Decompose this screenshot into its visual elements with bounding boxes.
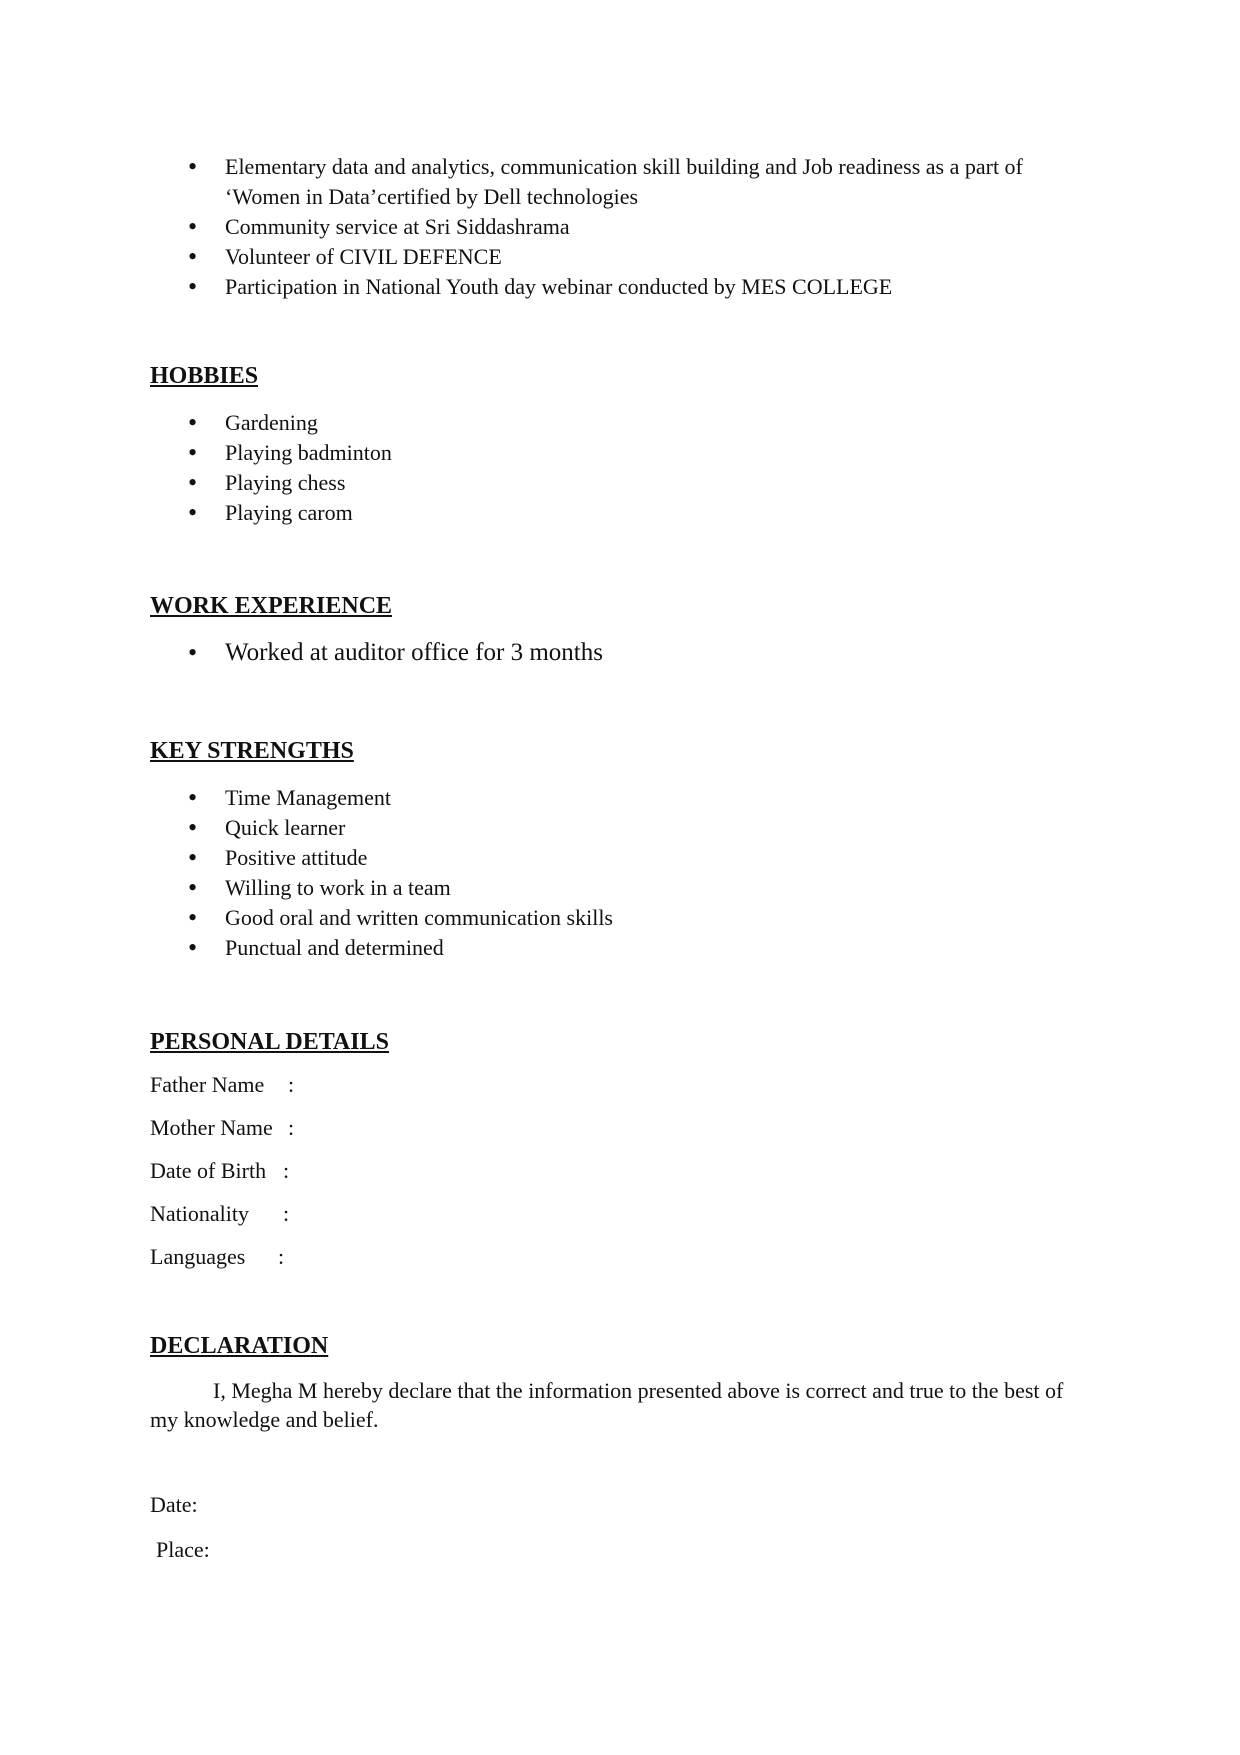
hobbies-list: [150, 408, 1090, 528]
list-item: • Positive attitude: [150, 843, 1090, 873]
list-item: • Quick learner: [150, 813, 1090, 843]
declaration-heading-block: [150, 1331, 328, 1361]
detail-colon: :: [288, 1072, 295, 1097]
work-experience-section: [150, 638, 1090, 668]
list-item: • Gardening: [150, 408, 1090, 438]
detail-colon: :: [283, 1201, 290, 1226]
detail-label: Date of Birth: [150, 1158, 267, 1183]
key-strengths-section: [150, 783, 1090, 963]
list-item: • Playing chess: [150, 468, 1090, 498]
list-item: • Time Management: [150, 783, 1090, 813]
list-item: • Community service at Sri Siddashrama: [150, 212, 1090, 242]
hobbies-section: [150, 408, 1090, 528]
detail-label: Nationality: [150, 1201, 249, 1226]
list-item: • Playing carom: [150, 498, 1090, 528]
list-item: • Volunteer of CIVIL DEFENCE: [150, 242, 1090, 272]
detail-colon: :: [288, 1115, 295, 1140]
place-label: Place:: [156, 1537, 210, 1562]
key-strengths-list: [150, 783, 1090, 963]
detail-row-nationality: [150, 1199, 289, 1229]
section-heading-declaration: DECLARATION: [150, 1333, 329, 1359]
detail-label: Languages: [150, 1244, 246, 1269]
list-item: • Good oral and written communication skills: [150, 903, 1090, 933]
list-item: • Elementary data and analytics, communication skill building and Job readiness as a part of ‘Women in Data’certified by Dell technologies: [150, 152, 1090, 212]
key-strengths-heading-block: [150, 736, 354, 766]
section-heading-personal-details: PERSONAL DETAILS: [150, 1029, 389, 1055]
list-item: • Participation in National Youth day webinar conducted by MES COLLEGE: [150, 272, 1090, 302]
list-item: • Playing badminton: [150, 438, 1090, 468]
section-heading-key-strengths: KEY STRENGTHS: [150, 738, 354, 764]
list-item: • Willing to work in a team: [150, 873, 1090, 903]
detail-row-languages: [150, 1242, 284, 1272]
declaration-text: I, Megha M hereby declare that the information presented above is correct and true to the best of my knowledge and belief.: [150, 1378, 1064, 1432]
date-label: Date:: [150, 1492, 198, 1517]
detail-label: Father Name: [150, 1072, 265, 1097]
list-item: • Worked at auditor office for 3 months: [150, 638, 1090, 668]
work-experience-list: [150, 638, 1090, 668]
detail-row-father-name: [150, 1070, 294, 1100]
list-item: • Punctual and determined: [150, 933, 1090, 963]
work-experience-heading-block: [150, 591, 392, 621]
detail-row-date-of-birth: [150, 1156, 289, 1186]
detail-row-mother-name: [150, 1113, 294, 1143]
detail-colon: :: [283, 1158, 290, 1183]
personal-details-heading-block: [150, 1027, 389, 1057]
activities-list: [150, 152, 1090, 302]
detail-colon: :: [278, 1244, 285, 1269]
section-heading-hobbies: HOBBIES: [150, 363, 259, 389]
hobbies-heading-block: [150, 361, 258, 391]
detail-label: Mother Name: [150, 1115, 273, 1140]
activities-section: [150, 152, 1090, 302]
section-heading-work-experience: WORK EXPERIENCE: [150, 593, 393, 619]
